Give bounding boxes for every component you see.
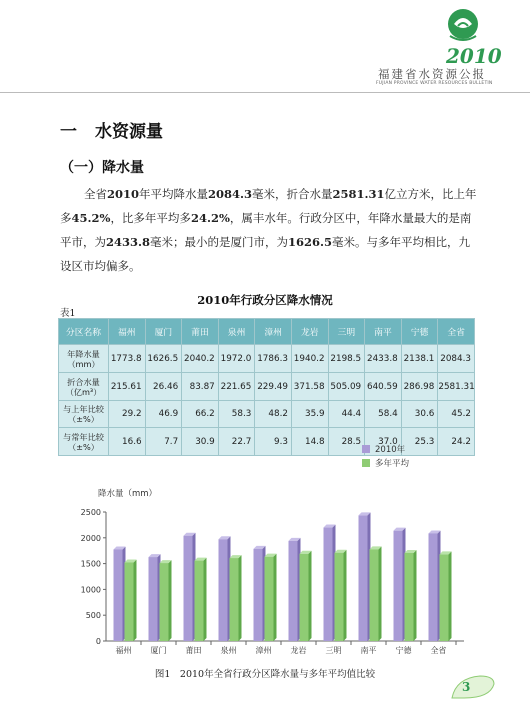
para-text: 毫米；最小的是厦门市，为 — [150, 235, 289, 249]
column-header: 南平 — [365, 319, 402, 345]
precipitation-bar-chart — [60, 440, 470, 670]
para-value: 2433.8 — [106, 235, 151, 249]
bar-multi-year-average — [265, 557, 274, 641]
table-cell: 2040.2 — [182, 345, 219, 373]
para-text: 年平均降水量 — [139, 187, 209, 201]
table-cell: 215.61 — [109, 373, 146, 401]
table-cell: 37.0 — [365, 428, 402, 456]
bar-2010 — [184, 536, 193, 641]
header-subtitle: FUJIAN PROVINCE WATER RESOURCES BULLETIN — [376, 81, 493, 86]
para-text: ，比多年平均多 — [110, 211, 191, 225]
table-cell: 44.4 — [328, 401, 365, 428]
bar-side — [204, 558, 207, 641]
bar-multi-year-average — [300, 554, 309, 641]
precipitation-table — [58, 318, 475, 456]
y-tick-label: 1000 — [80, 585, 101, 595]
table-cell: 1626.5 — [145, 345, 182, 373]
row-header — [59, 345, 109, 373]
table-cell: 9.3 — [255, 428, 292, 456]
table-row — [59, 401, 475, 428]
legend-swatch — [362, 445, 370, 453]
header-divider — [0, 92, 530, 93]
section-heading — [60, 117, 163, 142]
column-header: 龙岩 — [291, 319, 328, 345]
section-number: 一 — [60, 122, 77, 142]
row-header-line: 与常年比较 — [63, 431, 104, 442]
table-cell: 28.5 — [328, 428, 365, 456]
table-cell: 30.9 — [182, 428, 219, 456]
bar-multi-year-average — [370, 549, 379, 641]
table-cell: 30.6 — [401, 401, 438, 428]
table-label: 表1 — [60, 308, 76, 319]
para-value: 1626.5 — [288, 235, 333, 249]
bar-2010 — [429, 533, 438, 641]
figure-caption: 图1 2010年全省行政分区降水量与多年平均值比较 — [154, 669, 376, 680]
table-cell: 2433.8 — [365, 345, 402, 373]
table-cell: 26.46 — [145, 373, 182, 401]
table-cell: 24.2 — [438, 428, 475, 456]
bar-2010 — [324, 528, 333, 641]
table-cell: 7.7 — [145, 428, 182, 456]
table-cell: 66.2 — [182, 401, 219, 428]
bar-multi-year-average — [405, 553, 414, 641]
bar-2010 — [219, 539, 228, 641]
table-cell: 505.09 — [328, 373, 365, 401]
table-cell: 221.65 — [218, 373, 255, 401]
row-header — [59, 401, 109, 428]
column-header: 泉州 — [218, 319, 255, 345]
bar-side — [169, 560, 172, 641]
column-header: 漳州 — [255, 319, 292, 345]
table-cell: 1773.8 — [109, 345, 146, 373]
para-text: 毫米，折合水量 — [252, 187, 333, 201]
bar-2010 — [289, 541, 298, 641]
row-header-line: （±%） — [67, 441, 99, 452]
bar-2010 — [394, 531, 403, 641]
row-header-line: 折合水量 — [67, 376, 100, 387]
column-header: 全省 — [438, 319, 475, 345]
column-header: 宁德 — [401, 319, 438, 345]
bar-side — [414, 550, 417, 641]
para-value: 2581.31 — [332, 187, 385, 201]
bar-side — [239, 555, 242, 641]
page-number-leaf-icon — [450, 674, 496, 700]
x-tick-label: 泉州 — [220, 646, 237, 655]
bar-side — [309, 551, 312, 641]
bar-multi-year-average — [440, 554, 449, 641]
page-number: 3 — [462, 680, 471, 694]
row-header — [59, 373, 109, 401]
table-cell: 83.87 — [182, 373, 219, 401]
bar-2010 — [114, 549, 123, 641]
table-cell: 48.2 — [255, 401, 292, 428]
y-tick-label: 0 — [95, 637, 101, 646]
table-cell: 2138.1 — [401, 345, 438, 373]
table-row — [59, 373, 475, 401]
para-text: 毫米。与多年平均相比，九设区市均偏多。 — [60, 235, 471, 273]
x-tick-label: 莆田 — [185, 646, 202, 655]
bar-multi-year-average — [125, 562, 134, 641]
body-paragraph — [60, 182, 480, 278]
column-header: 三明 — [328, 319, 365, 345]
header-title: 福建省水资源公报 — [378, 67, 486, 81]
table-cell: 1786.3 — [255, 345, 292, 373]
x-tick-label: 全省 — [430, 646, 447, 655]
table-cell: 229.49 — [255, 373, 292, 401]
x-tick-label: 南平 — [360, 646, 377, 655]
bar-multi-year-average — [160, 563, 169, 641]
table-cell: 16.6 — [109, 428, 146, 456]
table-cell: 58.3 — [218, 401, 255, 428]
x-tick-label: 漳州 — [255, 646, 272, 655]
y-tick-label: 2000 — [80, 533, 101, 543]
x-tick-label: 三明 — [325, 646, 342, 655]
table-cell: 46.9 — [145, 401, 182, 428]
y-tick-label: 2500 — [80, 508, 101, 517]
x-tick-label: 宁德 — [395, 646, 412, 655]
bar-multi-year-average — [195, 561, 204, 641]
table-cell: 25.3 — [401, 428, 438, 456]
row-header-line: （亿m³） — [65, 386, 102, 397]
column-header: 福州 — [109, 319, 146, 345]
bar-2010 — [254, 549, 263, 641]
table-cell: 2198.5 — [328, 345, 365, 373]
x-tick-label: 厦门 — [150, 646, 167, 655]
table-cell: 35.9 — [291, 401, 328, 428]
row-header-line: （mm） — [67, 358, 100, 369]
para-text: 亿立方米，比上年多 — [60, 187, 477, 225]
legend-label: 多年平均 — [375, 459, 410, 469]
table-cell: 1972.0 — [218, 345, 255, 373]
bar-2010 — [359, 515, 368, 641]
x-tick-label: 龙岩 — [290, 646, 307, 655]
table-cell: 45.2 — [438, 401, 475, 428]
table-cell: 2084.3 — [438, 345, 475, 373]
table-cell: 371.58 — [291, 373, 328, 401]
bar-side — [274, 554, 277, 641]
bar-side — [134, 559, 137, 641]
table-cell: 58.4 — [365, 401, 402, 428]
table-cell: 2581.31 — [438, 373, 475, 401]
para-value: 2010 — [107, 187, 140, 201]
para-value: 45.2% — [71, 211, 111, 225]
y-axis-label: 降水量（mm） — [98, 489, 158, 499]
table-cell: 22.7 — [218, 428, 255, 456]
bar-side — [379, 546, 382, 641]
y-tick-label: 500 — [85, 611, 101, 621]
x-tick-label: 福州 — [115, 646, 132, 655]
bar-side — [449, 551, 452, 641]
bar-2010 — [149, 557, 158, 641]
table-cell: 14.8 — [291, 428, 328, 456]
section-title: 水资源量 — [95, 122, 163, 142]
legend-label: 2010年 — [375, 445, 406, 455]
bar-multi-year-average — [230, 558, 239, 641]
bar-side — [344, 550, 347, 641]
bar-multi-year-average — [335, 553, 344, 641]
column-header: 莆田 — [182, 319, 219, 345]
para-text: 全省 — [84, 187, 107, 201]
table-cell: 1940.2 — [291, 345, 328, 373]
column-header: 分区名称 — [59, 319, 109, 345]
table-cell: 640.59 — [365, 373, 402, 401]
row-header-line: （±%） — [67, 414, 99, 424]
para-value: 24.2% — [190, 211, 230, 225]
subsection-heading: （一）降水量 — [60, 160, 144, 176]
table-cell: 286.98 — [401, 373, 438, 401]
para-value: 2084.3 — [208, 187, 253, 201]
table-header-row — [59, 319, 475, 345]
header-year: 2010 — [446, 44, 502, 68]
y-tick-label: 1500 — [80, 559, 101, 569]
table-cell: 29.2 — [109, 401, 146, 428]
para-text: ，属丰水年。行政分区中，年降水量最大的是南平市，为 — [60, 211, 472, 249]
table-row — [59, 345, 475, 373]
row-header-line: 与上年比较 — [63, 404, 104, 414]
legend-swatch — [362, 459, 370, 467]
table-title: 2010年行政分区降水情况 — [197, 293, 333, 307]
column-header: 厦门 — [145, 319, 182, 345]
row-header-line: 年降水量 — [67, 348, 100, 359]
